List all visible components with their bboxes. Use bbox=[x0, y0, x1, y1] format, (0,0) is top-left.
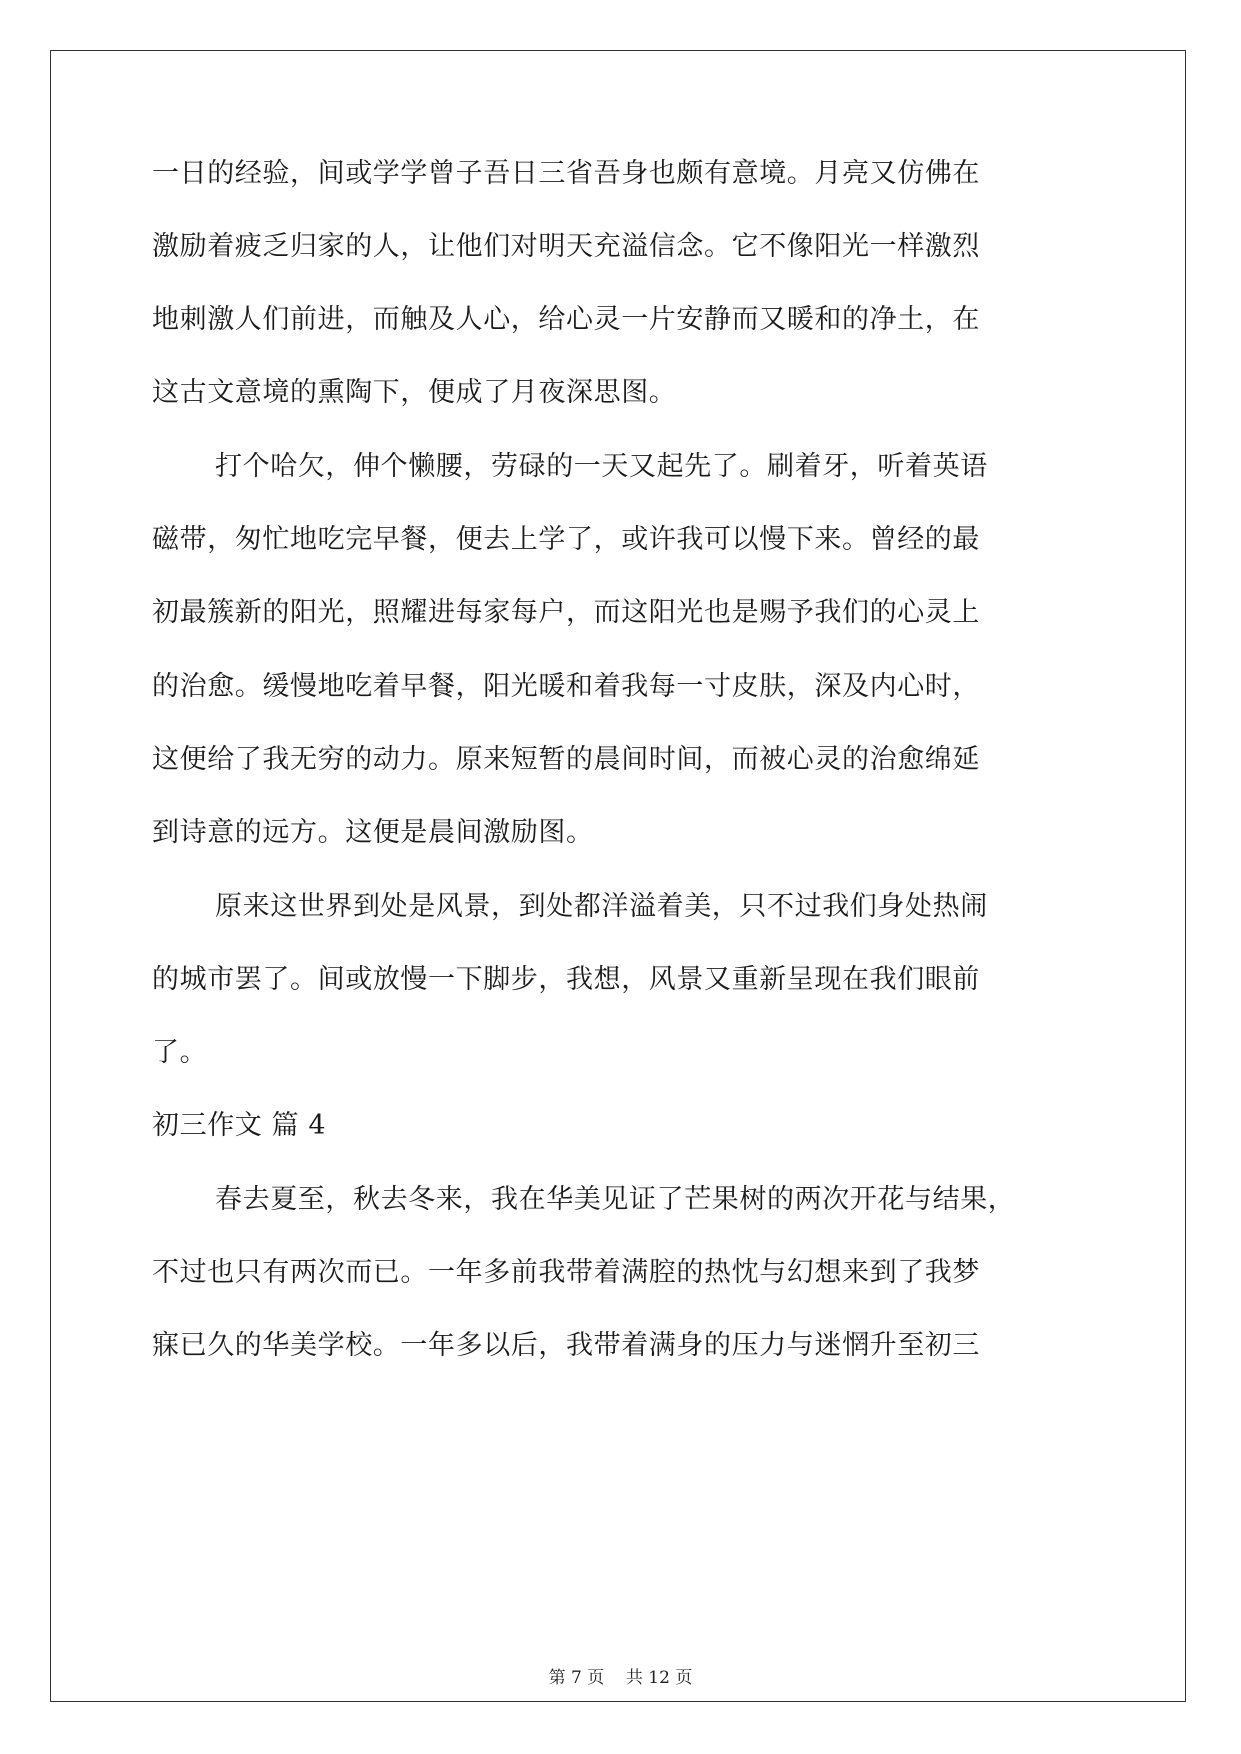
page-number: 第 7 页 共 12 页 bbox=[548, 1668, 693, 1688]
paragraph-line: 的治愈。缓慢地吃着早餐，阳光暖和着我每一寸皮肤，深及内心时， bbox=[152, 671, 980, 702]
paragraph-line: 磁带，匆忙地吃完早餐，便去上学了，或许我可以慢下来。曾经的最 bbox=[152, 524, 980, 555]
page-border bbox=[50, 50, 1186, 1702]
paragraph-line: 寐已久的华美学校。一年多以后，我带着满身的压力与迷惘升至初三 bbox=[152, 1330, 980, 1361]
paragraph-line: 不过也只有两次而已。一年多前我带着满腔的热忱与幻想来到了我梦 bbox=[152, 1257, 980, 1288]
paragraph-line: 的城市罢了。间或放慢一下脚步，我想，风景又重新呈现在我们眼前 bbox=[152, 964, 980, 995]
paragraph-line: 激励着疲乏归家的人，让他们对明天充溢信念。它不像阳光一样激烈 bbox=[152, 231, 980, 262]
paragraph-line: 一日的经验，间或学学曾子吾日三省吾身也颇有意境。月亮又仿佛在 bbox=[152, 158, 980, 189]
paragraph-line: 地刺激人们前进，而触及人心，给心灵一片安静而又暖和的净土，在 bbox=[152, 304, 980, 335]
paragraph-line: 初最簇新的阳光，照耀进每家每户，而这阳光也是赐予我们的心灵上 bbox=[152, 597, 980, 628]
paragraph-line: 原来这世界到处是风景，到处都洋溢着美，只不过我们身处热闹 bbox=[215, 891, 988, 922]
paragraph-line: 这古文意境的熏陶下，便成了月夜深思图。 bbox=[152, 377, 677, 408]
paragraph-line: 春去夏至，秋去冬来，我在华美见证了芒果树的两次开花与结果， bbox=[215, 1184, 1016, 1215]
paragraph-line: 了。 bbox=[152, 1037, 208, 1068]
paragraph-line: 到诗意的远方。这便是晨间激励图。 bbox=[152, 817, 594, 848]
paragraph-line: 打个哈欠，伸个懒腰，劳碌的一天又起先了。刷着牙，听着英语 bbox=[215, 451, 988, 482]
section-heading: 初三作文 篇 4 bbox=[152, 1110, 327, 1141]
paragraph-line: 这便给了我无穷的动力。原来短暂的晨间时间，而被心灵的治愈绵延 bbox=[152, 744, 980, 775]
